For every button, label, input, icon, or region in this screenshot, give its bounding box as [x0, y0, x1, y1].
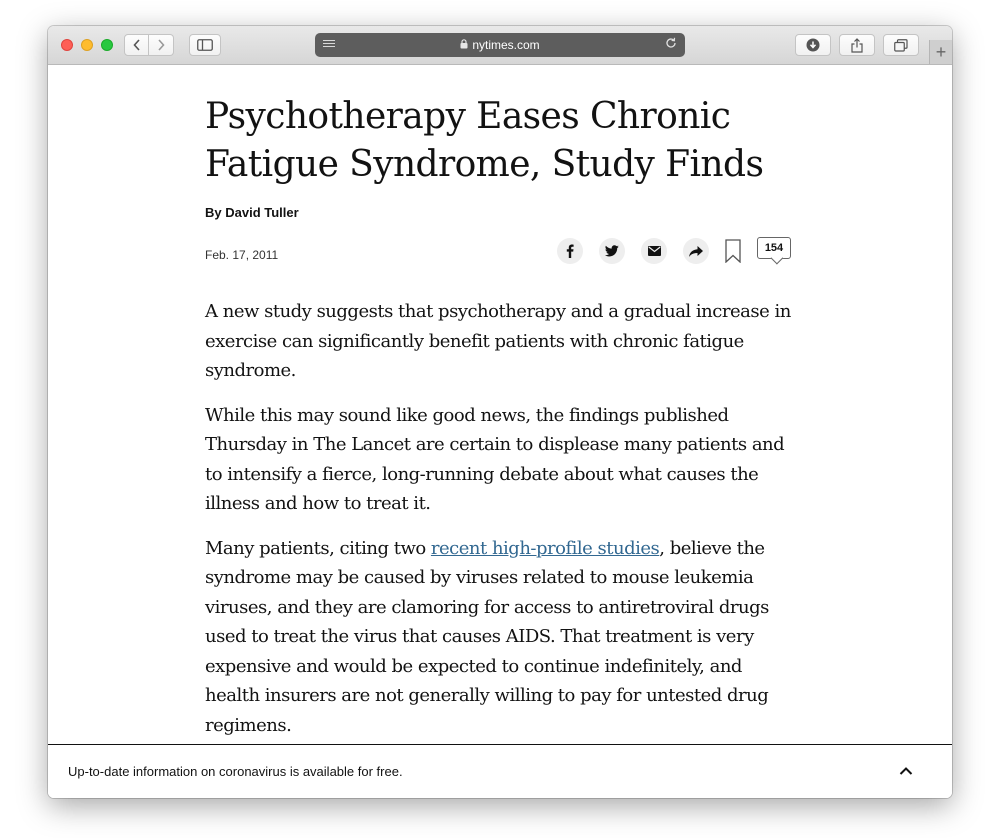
address-bar[interactable]	[315, 33, 685, 57]
comment-count: 154	[764, 242, 784, 254]
show-tabs-button[interactable]	[883, 34, 919, 56]
lock-icon	[460, 39, 468, 52]
comments-button[interactable]	[757, 237, 791, 259]
facebook-icon	[566, 244, 574, 258]
minimize-window-button[interactable]	[81, 39, 93, 51]
article-date: Feb. 17, 2011	[205, 248, 279, 262]
recent-studies-link[interactable]: recent high-profile studies	[430, 537, 660, 559]
address-url: nytimes.com	[472, 38, 540, 52]
download-icon	[806, 38, 820, 52]
chevron-up-icon	[898, 763, 914, 779]
maximize-window-button[interactable]	[101, 39, 113, 51]
article-headline: Psychotherapy Eases Chronic Fatigue Syndrome, Study Finds	[205, 96, 764, 185]
save-article-button[interactable]	[725, 239, 741, 263]
banner-message: Up-to-date information on coronavirus is available for free.	[68, 764, 403, 779]
reload-icon[interactable]	[665, 37, 677, 52]
navigation-buttons	[124, 34, 174, 56]
share-arrow-icon	[689, 246, 703, 257]
back-button[interactable]	[124, 34, 149, 56]
facebook-share-button[interactable]	[557, 238, 583, 264]
article-paragraph	[205, 534, 795, 741]
tabs-icon	[894, 39, 908, 52]
paragraph-text: , believe the syndrome may be caused by viruses related to mouse leukemia viruses, and they are clamoring for access to antiretroviral drugs used to treat the virus that causes AIDS. That treatment is very expensive and would be expected to continue indefinitely, and health insurers are not generally willing to pay for untested drug regimens.	[205, 537, 769, 736]
article-paragraph: While this may sound like good news, the findings published Thursday in The Lancet are certain to displease many patients and to intensify a fierce, long-running debate about what causes the illness and how to treat it.	[205, 404, 785, 514]
back-chevron-icon	[133, 39, 141, 51]
article-byline: By David Tuller	[205, 205, 299, 220]
sidebar-icon	[197, 39, 213, 51]
paragraph-text: Many patients, citing two	[205, 537, 431, 559]
article-body	[205, 297, 795, 755]
close-window-button[interactable]	[61, 39, 73, 51]
forward-chevron-icon	[157, 39, 165, 51]
new-tab-button[interactable]	[929, 40, 952, 64]
bookmark-icon	[725, 239, 741, 263]
banner-expand-button[interactable]	[898, 763, 914, 779]
share-icon	[851, 38, 863, 53]
plus-icon: +	[935, 42, 947, 62]
browser-toolbar	[48, 26, 952, 65]
sidebar-button[interactable]	[189, 34, 221, 56]
share-button[interactable]	[839, 34, 875, 56]
web-page	[48, 65, 952, 798]
email-share-button[interactable]	[641, 238, 667, 264]
downloads-button[interactable]	[795, 34, 831, 56]
twitter-share-button[interactable]	[599, 238, 625, 264]
twitter-icon	[605, 245, 619, 257]
more-share-button[interactable]	[683, 238, 709, 264]
forward-button[interactable]	[149, 34, 174, 56]
reader-icon[interactable]	[323, 40, 335, 50]
email-icon	[648, 246, 661, 256]
browser-window	[48, 26, 952, 798]
article-paragraph: A new study suggests that psychotherapy and a gradual increase in exercise can significantly benefit patients with chronic fatigue syndrome.	[205, 301, 791, 381]
coronavirus-banner[interactable]	[48, 744, 952, 798]
